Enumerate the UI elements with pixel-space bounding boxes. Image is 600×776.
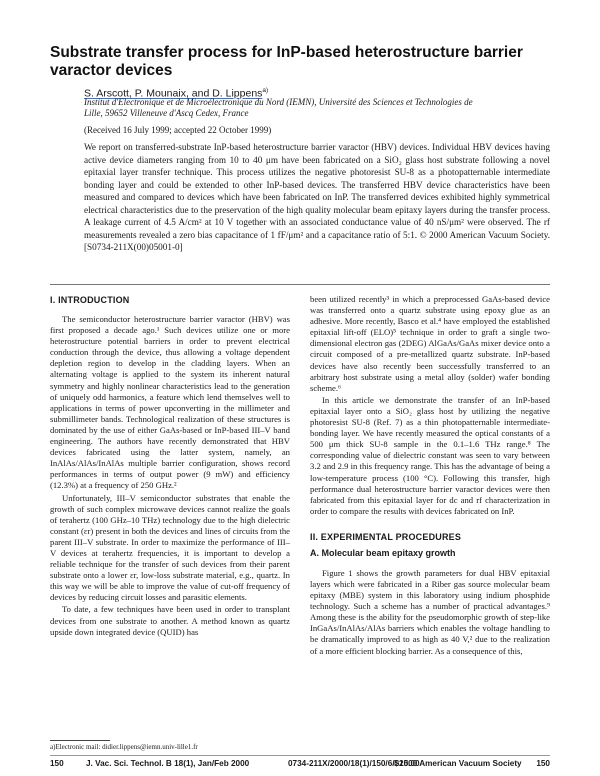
- right-column: [310, 294, 550, 657]
- intro-paragraph-1: The semiconductor heterostructure barrier varactor (HBV) was first proposed a decade ago.¹ Such devices utilize one or more heterostructure potential barriers in order to prevent electrical conduction through the device, thus allowing a voltage dependent depletion region to develop in the cladding layers. When an alternating voltage is applied to the system its inherent natural symmetry and highly nonlinear characteristics lead to the generation of uniquely odd harmonics, a feature which lend themselves well to applications in terms of power upconverting in the millimeter and submillimeter bands. Technological realization of these structures is dominated by the use of either GaAs-based or InP-based III–V band engineering. The authors have recently demonstrated that HBV devices fabricated using the latter system, namely, an InAlAs/AlAs/InAlAs multiple barrier configuration, shows record performances in terms of output power (9 mW) and efficiency (12.3%) at a frequency of 250 GHz.²: [50, 314, 290, 491]
- footnote-rule: [50, 740, 110, 741]
- abstract: We report on transferred-substrate InP-based heterostructure barrier varactor (HBV) devices. Individual HBV devices having active device diameters ranging from 10 to 40 μm have been fabricated on a SiO₂ glass host substrate following a novel epitaxial layer transfer technique. This process utilizes the negative photoresist SU-8 as a photopatternable intermediate bonding layer and could be extended to other InP-based devices. The transferred HBV device characteristics have been measured and compared to devices which have been fabricated on InP. The transferred devices exhibited highly symmetrical electrical characteristics due to the preservation of the high quality molecular beam epitaxy layers during the transfer process. A leakage current of 4.5 A/cm² at 10 V together with an associated conductance value of 40 nS/μm² were observed. The rf measurements revealed a zero bias capacitance of 1 fF/μm² and a capacitance ratio of 5:1. © 2000 American Vacuum Society. [S0734-211X(00)05001-0]: [84, 142, 550, 253]
- affiliation: Institut d'Electronique et de Microélectronique du Nord (IEMN), Université des Sciences et Technologies de Lille, 59652 Villeneuve d'Ascq Cedex, France: [84, 97, 473, 118]
- copyright-notice: ©2000 American Vacuum Society: [393, 759, 522, 768]
- page-number-right: 150: [536, 759, 550, 768]
- intro-paragraph-4: In this article we demonstrate the transfer of an InP-based epitaxial layer onto a SiO₂ glass host by utilizing the negative photoresist SU-8 (Ref. 7) as a thin photopatternable intermediate-bonding layer. We have recently measured the optical constants of a 500 μm thick SU-8 sample in the 0.1–1.6 THz range.⁸ The corresponding value of dielectric constant was seen to vary between 3.2 and 2.9 in this frequency range. This has the advantage of being a low-temperature process (100 °C). Following this transfer, high performance dual heterostructure barrier varactor devices were then fabricated from this epitaxial layer for dc and rf characterization in order to compare the results with devices fabricated on InP.: [310, 394, 550, 516]
- intro-continuation: been utilized recently³ in which a preprocessed GaAs-based device was transferred onto a quartz substrate using epoxy glue as an adhesive. More recently, Basco et al.⁴ have employed the established epitaxial lift-off (ELO)⁵ technique in order to graft a single two-dimensional electron gas (2DEG) AlGaAs/GaAs mixer device onto a circuit composed of a pre-metallized quartz substrate. InP-based devices have also recently been successfully transferred to an arbitrary host substrate using a metal alloy (solder) wafer bonding scheme.⁶: [310, 294, 550, 393]
- footnote-email: a)Electronic mail: didier.lippens@iemn.univ-lille1.fr: [50, 743, 198, 751]
- article-title: Substrate transfer process for InP-based heterostructure barrier varactor devices: [50, 44, 523, 79]
- intro-paragraph-2: Unfortunately, III–V semiconductor substrates that enable the growth of such complex microwave devices cannot realize the goals of terahertz (100 GHz–10 THz) technology due to the high dielectric constant (εr) present in both the devices and lines of circuits from the parent III–V substrate. In order to maximize the performance of III–V devices at terahertz frequencies, it is important to develop a reliable technique for the transfer of such devices from their parent substrate onto a lower εr, low-loss substrate material, e.g., quartz. In this way we will be able to improve the value of cut-off frequency of devices by reducing circuit losses and parasitic elements.: [50, 492, 290, 603]
- received-dates: (Received 16 July 1999; accepted 22 October 1999): [84, 125, 272, 135]
- intro-heading: I. INTRODUCTION: [50, 295, 130, 305]
- author-footnote-mark: a): [262, 87, 269, 94]
- section-divider: [50, 284, 550, 285]
- footer-rule: [50, 755, 550, 756]
- article-code: 0734-211X/2000/18(1)/150/6/$15.00: [288, 759, 420, 768]
- experimental-heading: II. EXPERIMENTAL PROCEDURES: [310, 531, 462, 542]
- page-number-left: 150: [50, 759, 64, 768]
- mbe-subheading: A. Molecular beam epitaxy growth: [310, 547, 456, 558]
- journal-citation: J. Vac. Sci. Technol. B 18(1), Jan/Feb 2000: [86, 759, 250, 768]
- intro-paragraph-3: To date, a few techniques have been used in order to transplant devices from one substrate to another. A method known as quartz upside down integrated device (QUID) has: [50, 604, 290, 637]
- mbe-paragraph: Figure 1 shows the growth parameters for dual HBV epitaxial layers which were fabricated in a Riber gas source molecular beam epitaxy (MBE) system in this laboratory using indium phosphide technology. Such a scheme has a number of practical advantages.⁹ Among these is the ability for the pseudomorphic growth of step-like InGaAs/InAlAs/AlAs barriers which enables the voltage handling to be dramatically improved to as high as 40 V,² due to the realization of a more efficient blocking barrier. As a consequence of this,: [310, 567, 550, 656]
- left-column: [50, 294, 290, 638]
- author-names: S. Arscott, P. Mounaix, and D. Lippens: [84, 87, 263, 100]
